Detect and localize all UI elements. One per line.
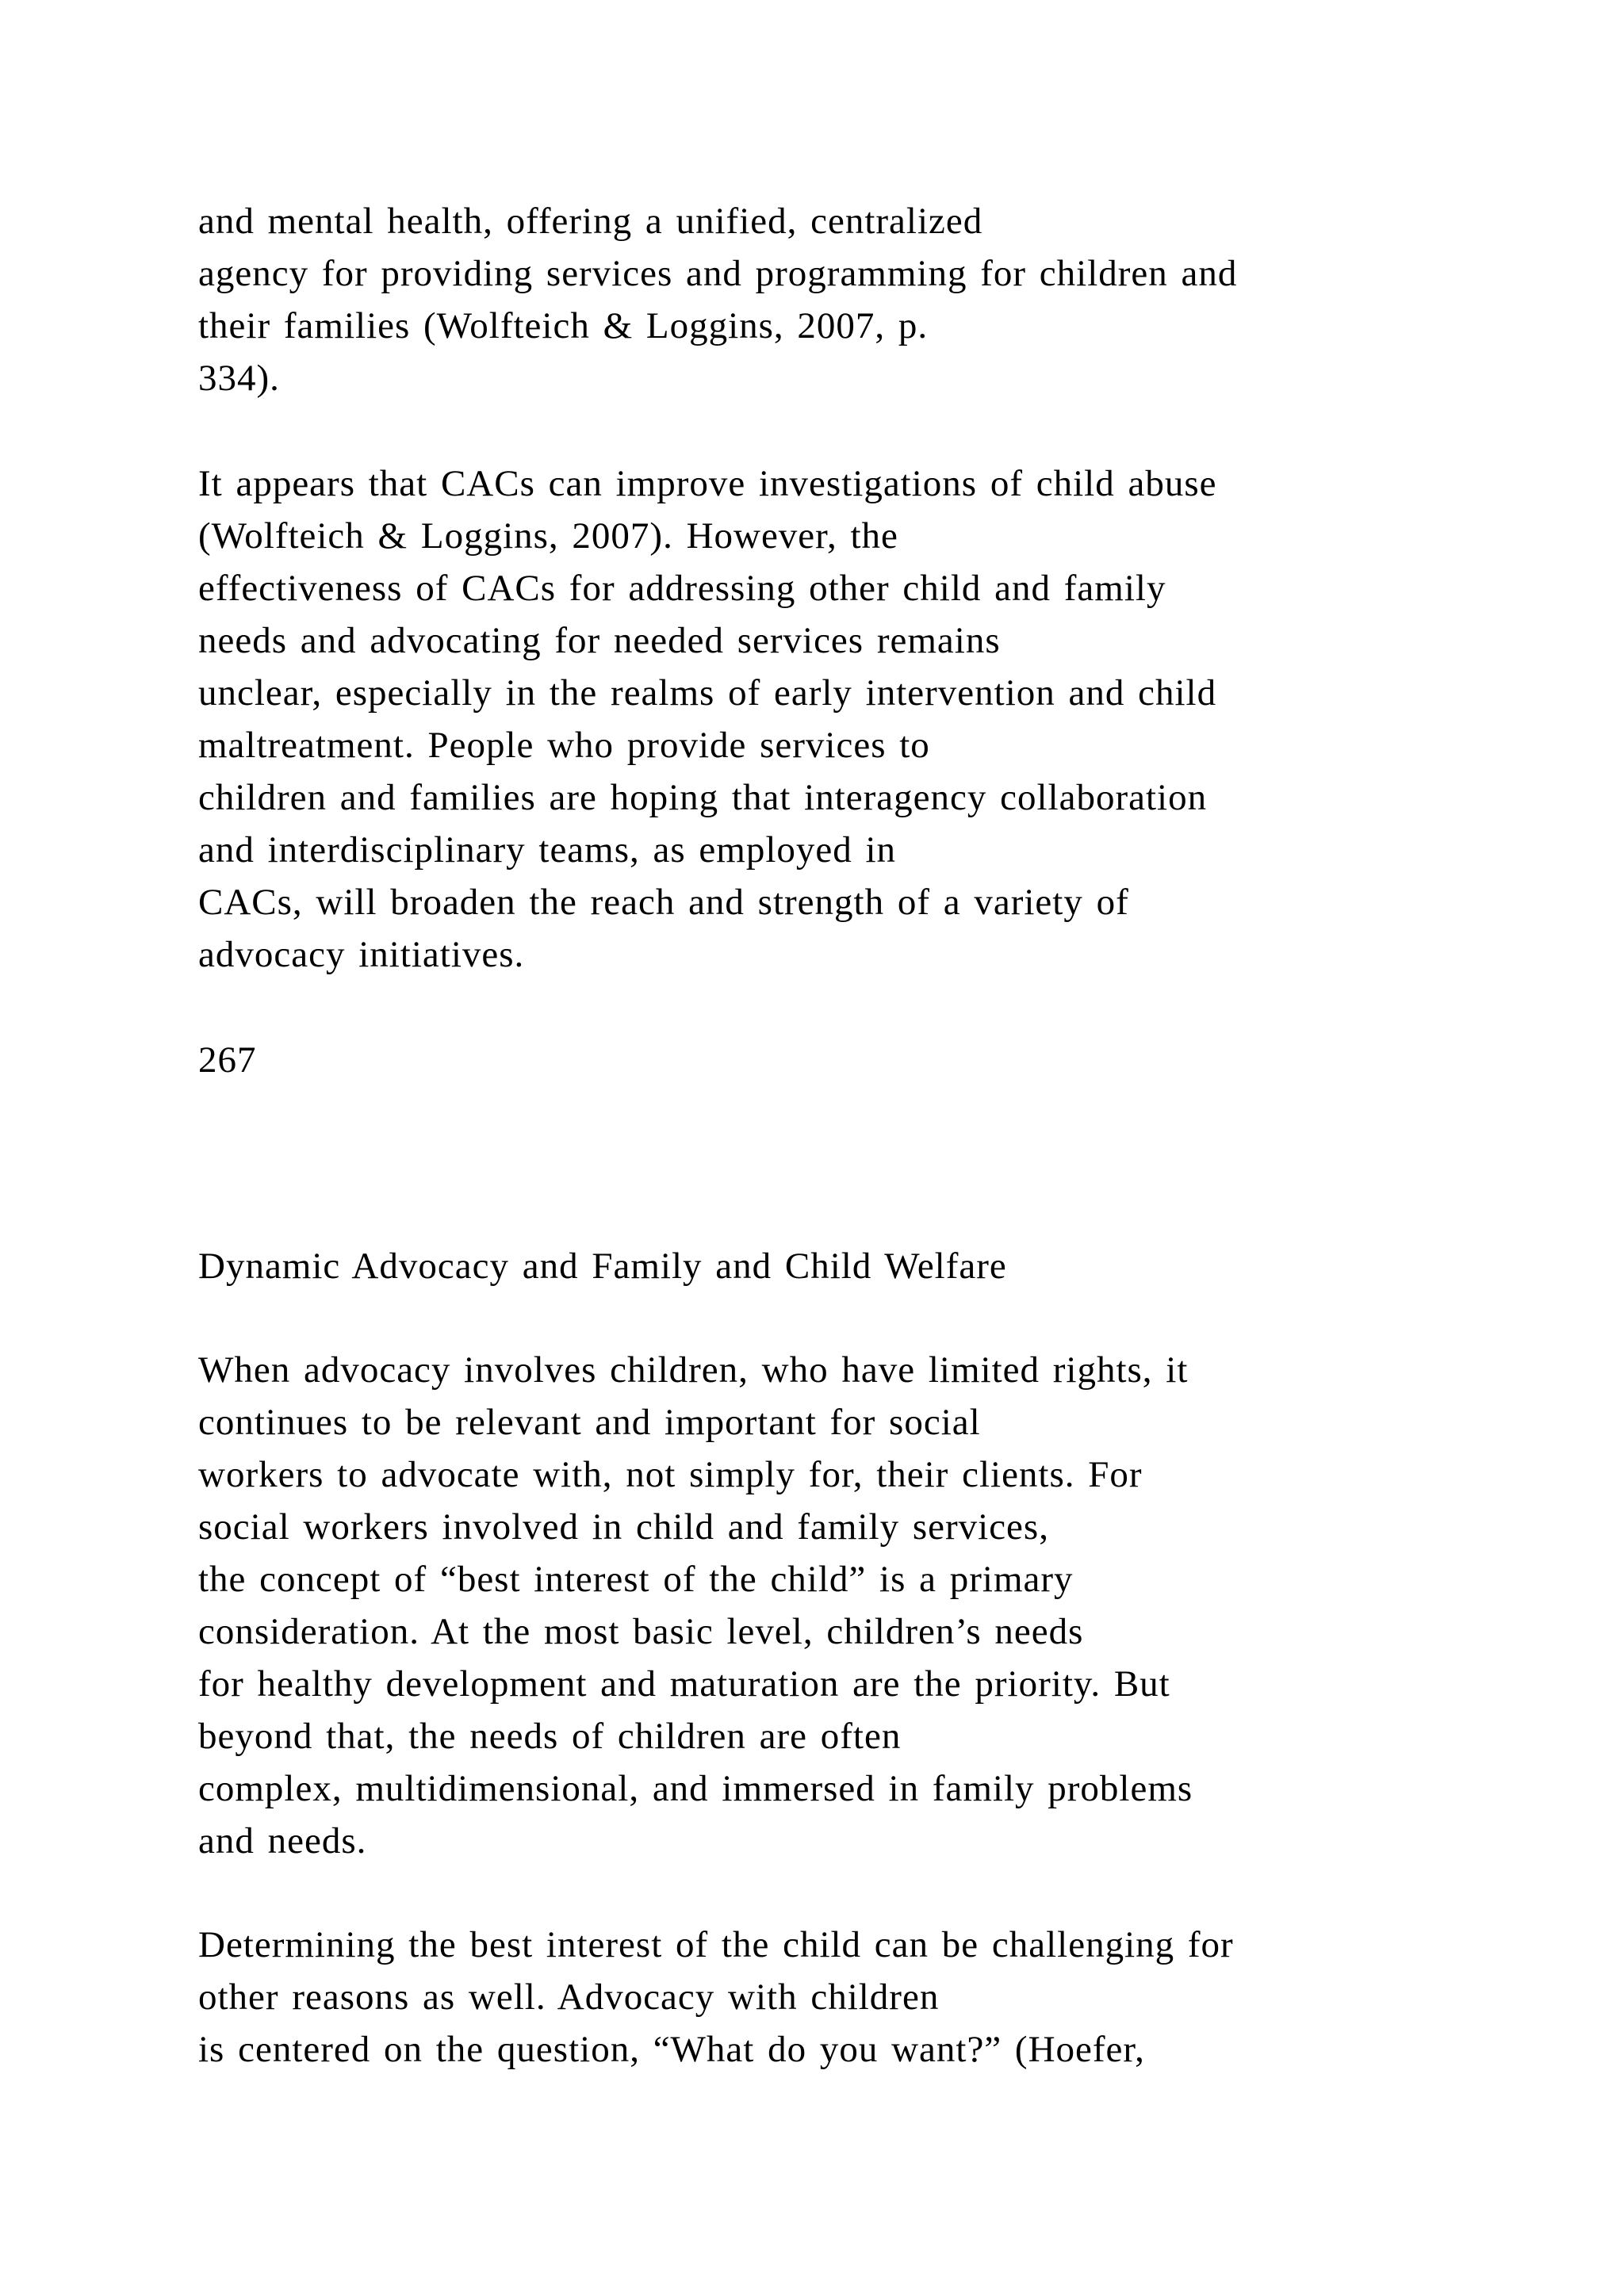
section-heading [198,1240,1007,1292]
text-line: When advocacy involves children, who have limited rights, it [198,1349,1189,1391]
text-line: maltreatment. People who provide services to [198,725,930,766]
paragraph-best-interest [198,1919,1234,2076]
text-line: other reasons as well. Advocacy with children [198,1976,940,2018]
text-line: is centered on the question, “What do you want?” (Hoefer, [198,2029,1145,2070]
text-line: unclear, especially in the realms of early intervention and child [198,672,1217,714]
text-line: agency for providing services and programming for children and [198,253,1238,294]
paragraph-advocacy-children [198,1344,1193,1867]
text-line: beyond that, the needs of children are often [198,1716,902,1757]
text-line: children and families are hoping that interagency collaboration [198,777,1208,818]
page-number [198,1034,257,1086]
text-line: (Wolfteich & Loggins, 2007). However, the [198,515,898,557]
text-line: their families (Wolfteich & Loggins, 2007, p. [198,305,929,346]
paragraph-continuation [198,195,1237,404]
text-line: the concept of “best interest of the child” is a primary [198,1559,1074,1600]
text-line: Determining the best interest of the child can be challenging for [198,1924,1234,1965]
text-line: effectiveness of CACs for addressing other child and family [198,568,1166,609]
text-line: CACs, will broaden the reach and strength of a variety of [198,882,1129,923]
text-line: social workers involved in child and family services, [198,1506,1049,1548]
text-line: consideration. At the most basic level, children’s needs [198,1611,1084,1652]
paragraph-cac-effectiveness [198,457,1216,981]
page-number-text: 267 [198,1039,257,1081]
text-line: continues to be relevant and important for social [198,1402,981,1443]
text-line: and needs. [198,1820,367,1862]
text-line: for healthy development and maturation are the priority. But [198,1663,1170,1705]
text-line: needs and advocating for needed services remains [198,620,1001,661]
text-line: workers to advocate with, not simply for, their clients. For [198,1454,1143,1495]
text-line: and interdisciplinary teams, as employed in [198,829,897,871]
section-heading-text: Dynamic Advocacy and Family and Child Welfare [198,1246,1007,1287]
text-line: advocacy initiatives. [198,934,525,975]
text-line: 334). [198,358,280,399]
text-line: It appears that CACs can improve investigations of child abuse [198,463,1217,504]
text-line: complex, multidimensional, and immersed in family problems [198,1768,1193,1809]
text-line: and mental health, offering a unified, centralized [198,201,983,242]
